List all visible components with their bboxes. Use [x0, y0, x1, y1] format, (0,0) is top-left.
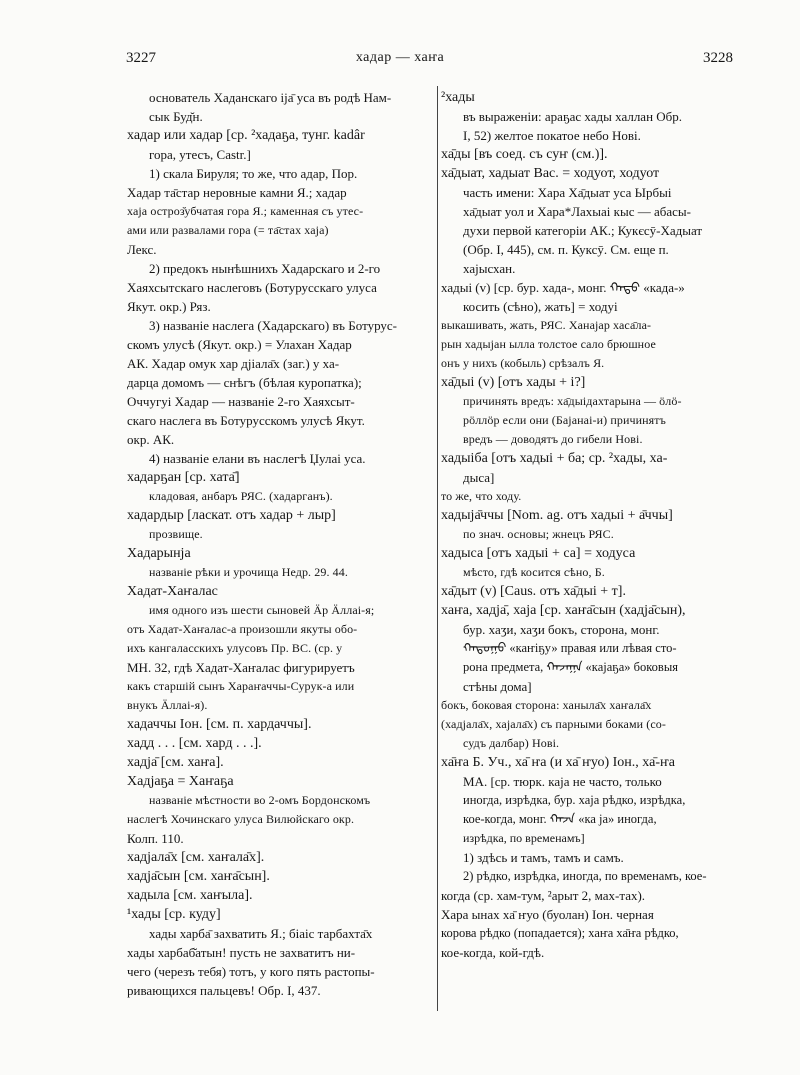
entry-definition: кладовая, анбаръ РЯС. (хадарганъ).: [149, 489, 333, 503]
text-line: изрѣдка, по временамъ]: [463, 831, 585, 845]
entry-headword: хадаччы Іон. [см. п. хардаччы].: [127, 717, 312, 732]
entry-headword: хадыса [отъ хадыі + са] = ходуса: [441, 546, 636, 561]
text-line: Хадар та̄стар неровные камни Я.; хадар: [127, 185, 347, 200]
text-line: (Обр. I, 445), см. п. Куксӯ. См. еще п.: [463, 242, 669, 257]
entry-definition: то же, что ходу.: [441, 489, 522, 503]
entry-headword: ха̄дыат, хадыат Вас. = ходуот, ходуот: [441, 166, 660, 181]
entry-headword: хадд . . . [см. хард . . .].: [127, 736, 262, 751]
text-line: вредъ — доводятъ до гибели Нові.: [463, 432, 643, 446]
right-column: [441, 88, 746, 962]
text-line: окр. АК.: [127, 432, 175, 447]
text-line: рона предмета, ᠬᠠᠵᠠᠭᠠ «кајаҕа» боковыя: [463, 660, 678, 674]
text-line: отъ Хадат-Хаҥалас-а произошли якуты обо-: [127, 622, 358, 636]
entry-definition: названіе рѣки и урочища Недр. 29. 44.: [149, 565, 348, 579]
text-line: 2) рѣдко, изрѣдка, иногда, по временамъ, кое-: [463, 869, 707, 883]
entry-headword: Хадат-Хаҥалас: [127, 584, 218, 599]
page-number-right: 3228: [703, 50, 733, 66]
text-line: кое-когда, монг. ᠬᠠᠵᠠ «ка ја» иногда,: [463, 812, 657, 826]
text-line: скаго наслега въ Ботурусскомъ улусѣ Якут.: [127, 413, 365, 428]
column-divider: [437, 86, 438, 1011]
text-line: сык Буд̆н.: [149, 109, 203, 124]
text-line: pöллöр если они (Бајанаі-и) причинятъ: [463, 413, 666, 427]
entry-headword: хадыі (v) [ср. бур. хада-, монг. ᠬᠠᠳᠤ «када-»: [441, 280, 685, 295]
text-line: Хаяхсытскаго наслеговъ (Ботурусскаго улуса: [127, 280, 377, 295]
entry-headword: Хадјаҕа = Хаҥаҕа: [127, 774, 234, 789]
entry-definition: по знач. основы; жнецъ РЯС.: [463, 527, 614, 541]
entry-headword: хадја̄сын [см. хаҥа̄сын].: [127, 869, 270, 884]
entry-headword: хадјала̄х [см. хаҥала̄х].: [127, 850, 265, 865]
text-line: (хадјала̄х, хајала̄х) съ парными боками (со-: [441, 717, 666, 731]
text-line: МА. [ср. тюрк. каја не часто, только: [463, 774, 662, 789]
text-line: АК. Хадар омук хар дјіала̄х (заг.) у ха-: [127, 356, 340, 371]
text-line: Лекс.: [127, 242, 157, 257]
text-line: 3) названіе наслега (Хадарскаго) въ Ботурус-: [149, 318, 398, 333]
text-line: 2) предокъ нынѣшнихъ Хадарскаго и 2-го: [149, 261, 381, 276]
text-line: косить (сѣно), жать] = ходуі: [463, 299, 618, 314]
text-line: бур. хаӡи, хаӡи бокъ, сторона, монг.: [463, 622, 660, 637]
text-line: ᠬᠠᠳᠤᠭᠤ «каҥіҕу» правая или лѣвая сто-: [463, 641, 677, 655]
text-line: МН. 32, гдѣ Хадат-Хаҥалас фигурируетъ: [127, 660, 355, 675]
entry-headword: хадја̄ [см. хаҥа].: [127, 755, 224, 770]
entry-definition: бокъ, боковая сторона: ханыла̄х хаҥала̄х: [441, 698, 652, 712]
entry-definition: имя одного изъ шести сыновей Ӓр Ӓллаі-я;: [149, 603, 375, 617]
entry-definition: причинять вредъ: ха̄дыідахтарына — öлö-: [463, 394, 682, 408]
text-line: Оччугуі Хадар — названіе 2-го Хаяхсыт-: [127, 394, 355, 409]
text-line: корова рѣдко (попадается); хаҥа ха̄ҥа рѣдко,: [441, 926, 679, 940]
text-line: духи первой категоріи АК.; Кукєсӯ-Хадыат: [463, 223, 703, 238]
text-line: дыса]: [463, 470, 495, 485]
text-line: дарца домомъ — снѣгъ (бѣлая куропатка);: [127, 375, 362, 390]
text-line: наслегѣ Хочинскаго улуса Вилюйскаго окр.: [127, 812, 355, 826]
text-line: часть имени: Хара Ха̄дыат уса Ырбыі: [463, 185, 672, 200]
text-line: ривающихся пальцевъ! Обр. І, 437.: [127, 983, 321, 998]
entry-headword: хадардыр [ласкат. отъ хадар + лыр]: [127, 508, 336, 523]
left-column: [127, 88, 432, 1000]
text-line: хады харбаб̆атын! пусть не захватитъ ни-: [127, 945, 356, 960]
text-line: Хара ынах ха̄ ҥуо (буолан) Іон. черная: [441, 907, 654, 922]
text-line: хаја остроз̆убчатая гора Я.; каменная съ утес-: [127, 204, 364, 218]
text-line: 4) названіе елани въ наслегѣ Џулаі уса.: [149, 451, 366, 466]
entry-headword: хадыіба [отъ хадыі + ба; ср. ²хады, ха-: [441, 451, 668, 466]
entry-headword: ²хады: [441, 90, 475, 105]
text-line: 1) здѣсь и тамъ, тамъ и самъ.: [463, 850, 624, 865]
text-line: стѣны дома]: [463, 679, 532, 694]
entry-headword: ха̄ҥа Б. Уч., ха̄ ҥа (и ха̄ ҥуо) Іон., ха̄-ҥа: [441, 755, 675, 770]
entry-headword: ¹хады [ср. куду]: [127, 907, 221, 922]
entry-headword: Хадарынја: [127, 546, 191, 561]
text-line: I, 52) желтое покатое небо Нові.: [463, 128, 641, 143]
text-line: 1) скала Бируля; то же, что адар, Пор.: [149, 166, 358, 181]
text-line: хајысхан.: [463, 261, 516, 276]
text-line: скомъ улусѣ (Якут. окр.) = Улахан Хадар: [127, 337, 352, 352]
text-line: ха̄дыат уол и Хара*Лахыаі кыс — абасы-: [463, 204, 691, 219]
entry-headword: хадыја̄ччы [Nom. ag. отъ хадыі + а̄ччы]: [441, 508, 673, 523]
text-line: въ выраженіи: араҕас хады халлан Обр.: [463, 109, 683, 124]
text-line: рын хадыјан ылла толстое сало брюшное: [441, 337, 656, 351]
entry-headword: ха̄дыі (v) [отъ хады + і?]: [441, 375, 586, 390]
entry-headword: хадарҕан [ср. хата̄]: [127, 470, 240, 485]
running-head: хадар — хаҥа: [355, 50, 445, 65]
text-line: ихъ кангаласскихъ улусовъ Пр. ВС. (ср. у: [127, 641, 343, 655]
text-line: хады харба̄ захватить Я.; біаіс тарбахта̄х: [149, 926, 373, 941]
text-line: кое-когда, кой-гдѣ.: [441, 945, 545, 960]
text-line: Колп. 110.: [127, 831, 184, 846]
entry-definition: прозвище.: [149, 527, 203, 541]
text-line: Якут. окр.) Ряз.: [127, 299, 211, 314]
text-line: судъ далбар) Нові.: [463, 736, 560, 750]
page-header: [0, 50, 800, 74]
text-line: ами или развалами гора (= та̄стах хаја): [127, 223, 329, 237]
entry-headword: хадар или хадар [ср. ²хадаҕа, тунг. kadâr: [127, 128, 365, 143]
entry-definition: названіе мѣстности во 2-омъ Бордонскомъ: [149, 793, 371, 807]
entry-headword: хадыла [см. хаҥыла].: [127, 888, 253, 903]
text-line: онъ у нихъ (кобыль) срѣзалъ Я.: [441, 356, 605, 370]
entry-headword: ха̄ды [въ соед. съ суҥ (см.)].: [441, 147, 608, 162]
text-line: иногда, изрѣдка, бур. хаја рѣдко, изрѣдка,: [463, 793, 686, 807]
entry-headword: ха̄дыт (v) [Caus. отъ ха̄дыі + т].: [441, 584, 626, 599]
entry-definition: мѣсто, гдѣ косится сѣно, Б.: [463, 565, 605, 579]
text-line: основатель Хаданскаго іја̄ уса въ родѣ Нам-: [149, 90, 392, 105]
page-number-left: 3227: [126, 50, 156, 66]
entry-headword: хаҥа, хадја̄, хаја [ср. хаҥа̄сын (хадја̄сын),: [441, 603, 686, 618]
text-line: какъ старшій сынъ Хараҥаччы-Сурук-а или: [127, 679, 355, 693]
text-line: гора, утесъ, Castr.]: [149, 147, 251, 162]
text-line: чего (черезъ тебя) тотъ, у кого пять растопы-: [127, 964, 375, 979]
text-line: внукъ Ӓллаі-я).: [127, 698, 208, 712]
text-line: когда (ср. хам-тум, ²арыт 2, мах-тах).: [441, 888, 646, 903]
text-line: выкашивать, жать, РЯС. Ханајар хаса̄ла-: [441, 318, 652, 332]
